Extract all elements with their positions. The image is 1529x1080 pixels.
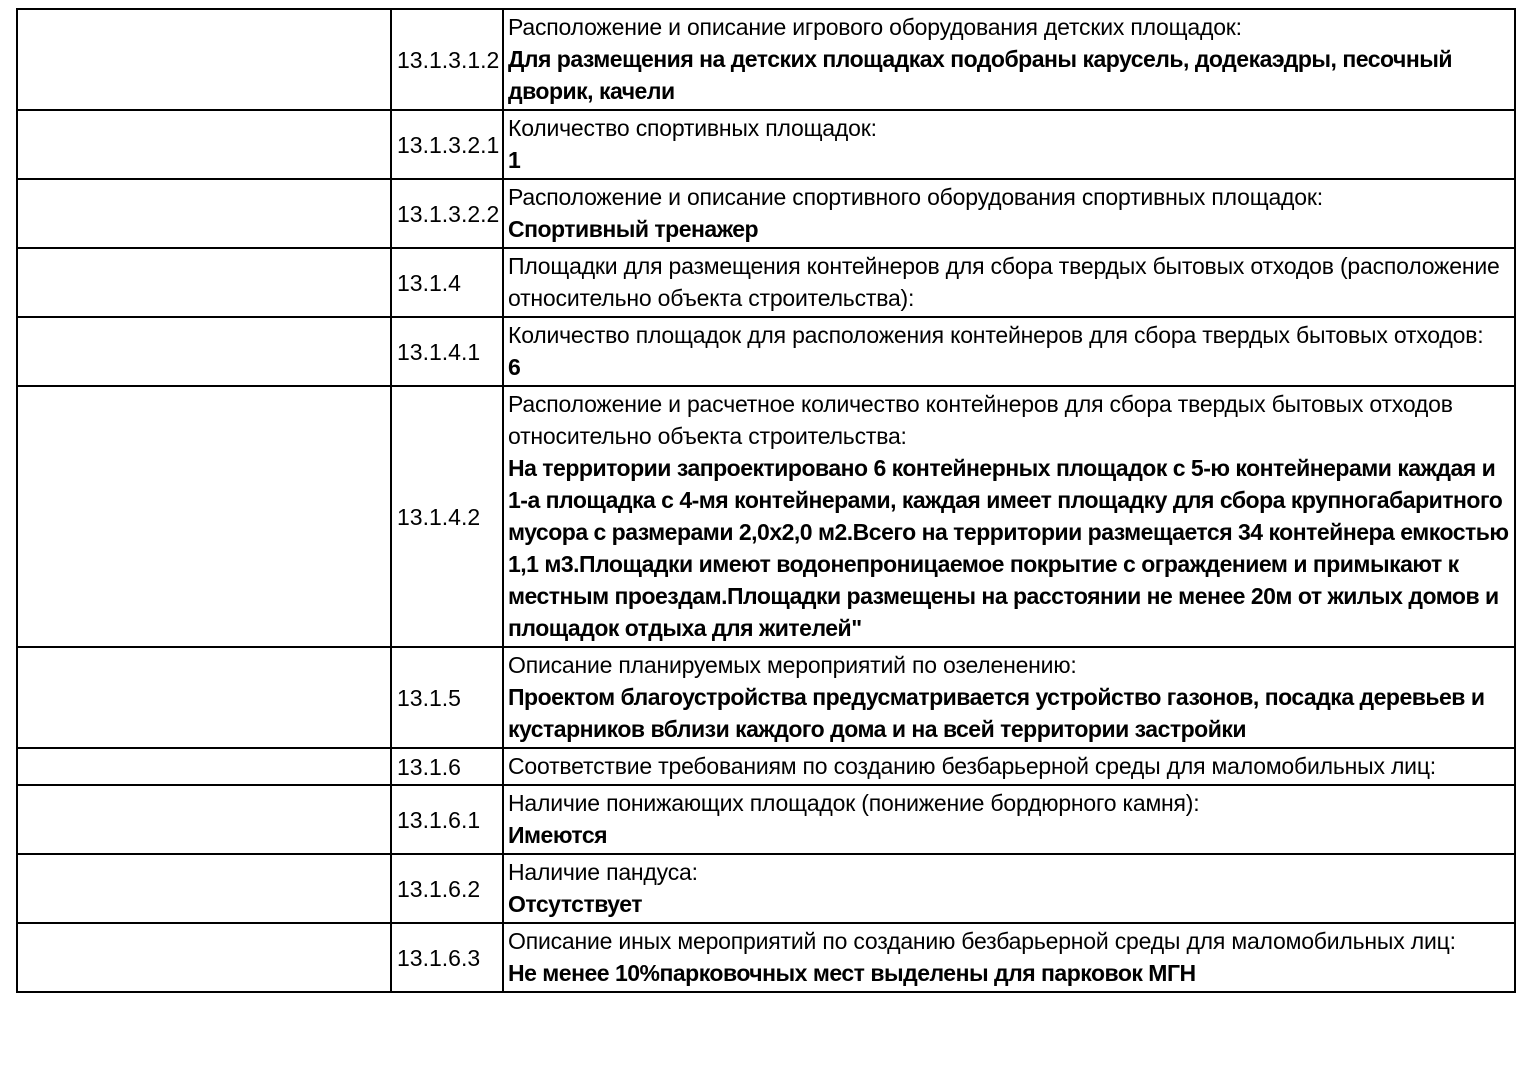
- code-cell: [391, 854, 503, 923]
- code-cell: [391, 248, 503, 317]
- description-cell: [503, 785, 1515, 854]
- row-value: Отсутствует: [508, 891, 643, 917]
- spacer-cell: [17, 179, 391, 248]
- spacer-cell: [17, 923, 391, 992]
- spacer-cell: [17, 9, 391, 110]
- code-cell: [391, 748, 503, 785]
- row-value: Спортивный тренажер: [508, 216, 759, 242]
- row-label: Количество спортивных площадок:: [508, 115, 877, 141]
- row-value: 1: [508, 147, 521, 173]
- description-cell: [503, 647, 1515, 748]
- description-cell: [503, 748, 1515, 785]
- spacer-cell: [17, 748, 391, 785]
- row-value: Не менее 10%парковочных мест выделены для парковок МГН: [508, 960, 1196, 986]
- description-cell: [503, 9, 1515, 110]
- section-code: 13.1.5: [397, 684, 461, 711]
- spacer-cell: [17, 317, 391, 386]
- spacer-cell: [17, 854, 391, 923]
- row-value: 6: [508, 354, 521, 380]
- table-row: [17, 248, 1515, 317]
- description-cell: [503, 854, 1515, 923]
- section-code: 13.1.3.2.2: [397, 200, 500, 227]
- table-row: [17, 179, 1515, 248]
- code-cell: [391, 647, 503, 748]
- code-cell: [391, 386, 503, 647]
- table-row: [17, 317, 1515, 386]
- description-cell: [503, 179, 1515, 248]
- row-label: Площадки для размещения контейнеров для сбора твердых бытовых отходов (расположение относительно объекта строительства):: [508, 253, 1500, 311]
- row-label: Расположение и описание спортивного оборудования спортивных площадок:: [508, 184, 1323, 210]
- table-row: [17, 110, 1515, 179]
- requirements-table: [16, 8, 1516, 993]
- spacer-cell: [17, 785, 391, 854]
- description-cell: [503, 386, 1515, 647]
- section-code: 13.1.6: [397, 753, 461, 780]
- spacer-cell: [17, 110, 391, 179]
- row-value: Проектом благоустройства предусматривается устройство газонов, посадка деревьев и кустарников вблизи каждого дома и на всей территории застройки: [508, 684, 1485, 742]
- section-code: 13.1.6.1: [397, 806, 481, 833]
- code-cell: [391, 179, 503, 248]
- spacer-cell: [17, 647, 391, 748]
- section-code: 13.1.3.2.1: [397, 131, 500, 158]
- row-label: Описание планируемых мероприятий по озеленению:: [508, 652, 1077, 678]
- table-row: [17, 386, 1515, 647]
- section-code: 13.1.4.2: [397, 503, 481, 530]
- section-code: 13.1.4.1: [397, 338, 481, 365]
- section-code: 13.1.4: [397, 269, 461, 296]
- section-code: 13.1.6.2: [397, 875, 481, 902]
- section-code: 13.1.3.1.2: [397, 46, 500, 73]
- table-row: [17, 647, 1515, 748]
- description-cell: [503, 248, 1515, 317]
- row-label: Количество площадок для расположения контейнеров для сбора твердых бытовых отходов:: [508, 322, 1484, 348]
- code-cell: [391, 317, 503, 386]
- table-row: [17, 9, 1515, 110]
- row-value: Имеются: [508, 822, 608, 848]
- table-row: [17, 854, 1515, 923]
- row-label: Наличие пандуса:: [508, 859, 698, 885]
- table-row: [17, 748, 1515, 785]
- row-label: Описание иных мероприятий по созданию безбарьерной среды для маломобильных лиц:: [508, 928, 1456, 954]
- table-row: [17, 785, 1515, 854]
- row-value: Для размещения на детских площадках подобраны карусель, додекаэдры, песочный дворик, качели: [508, 46, 1453, 104]
- row-value: На территории запроектировано 6 контейнерных площадок с 5-ю контейнерами каждая и 1-а площадка с 4-мя контейнерами, каждая имеет площадку для сбора крупногабаритного мусора с размерами 2,0х2,0 м2.Всего на территории размещается 34 контейнера емкостью 1,1 м3.Площадки имеют водонепроницаемое покрытие с ограждением и примыкают к местным проездам.Площадки размещены на расстоянии не менее 20м от жилых домов и площадок отдыха для жителей": [508, 455, 1509, 641]
- code-cell: [391, 9, 503, 110]
- row-label: Наличие понижающих площадок (понижение бордюрного камня):: [508, 790, 1200, 816]
- code-cell: [391, 110, 503, 179]
- description-cell: [503, 110, 1515, 179]
- row-label: Расположение и описание игрового оборудования детских площадок:: [508, 14, 1242, 40]
- section-code: 13.1.6.3: [397, 944, 481, 971]
- code-cell: [391, 785, 503, 854]
- spacer-cell: [17, 386, 391, 647]
- description-cell: [503, 317, 1515, 386]
- table-row: [17, 923, 1515, 992]
- row-label: Соответствие требованиям по созданию безбарьерной среды для маломобильных лиц:: [508, 753, 1436, 779]
- spacer-cell: [17, 248, 391, 317]
- row-label: Расположение и расчетное количество контейнеров для сбора твердых бытовых отходов относительно объекта строительства:: [508, 391, 1453, 449]
- description-cell: [503, 923, 1515, 992]
- code-cell: [391, 923, 503, 992]
